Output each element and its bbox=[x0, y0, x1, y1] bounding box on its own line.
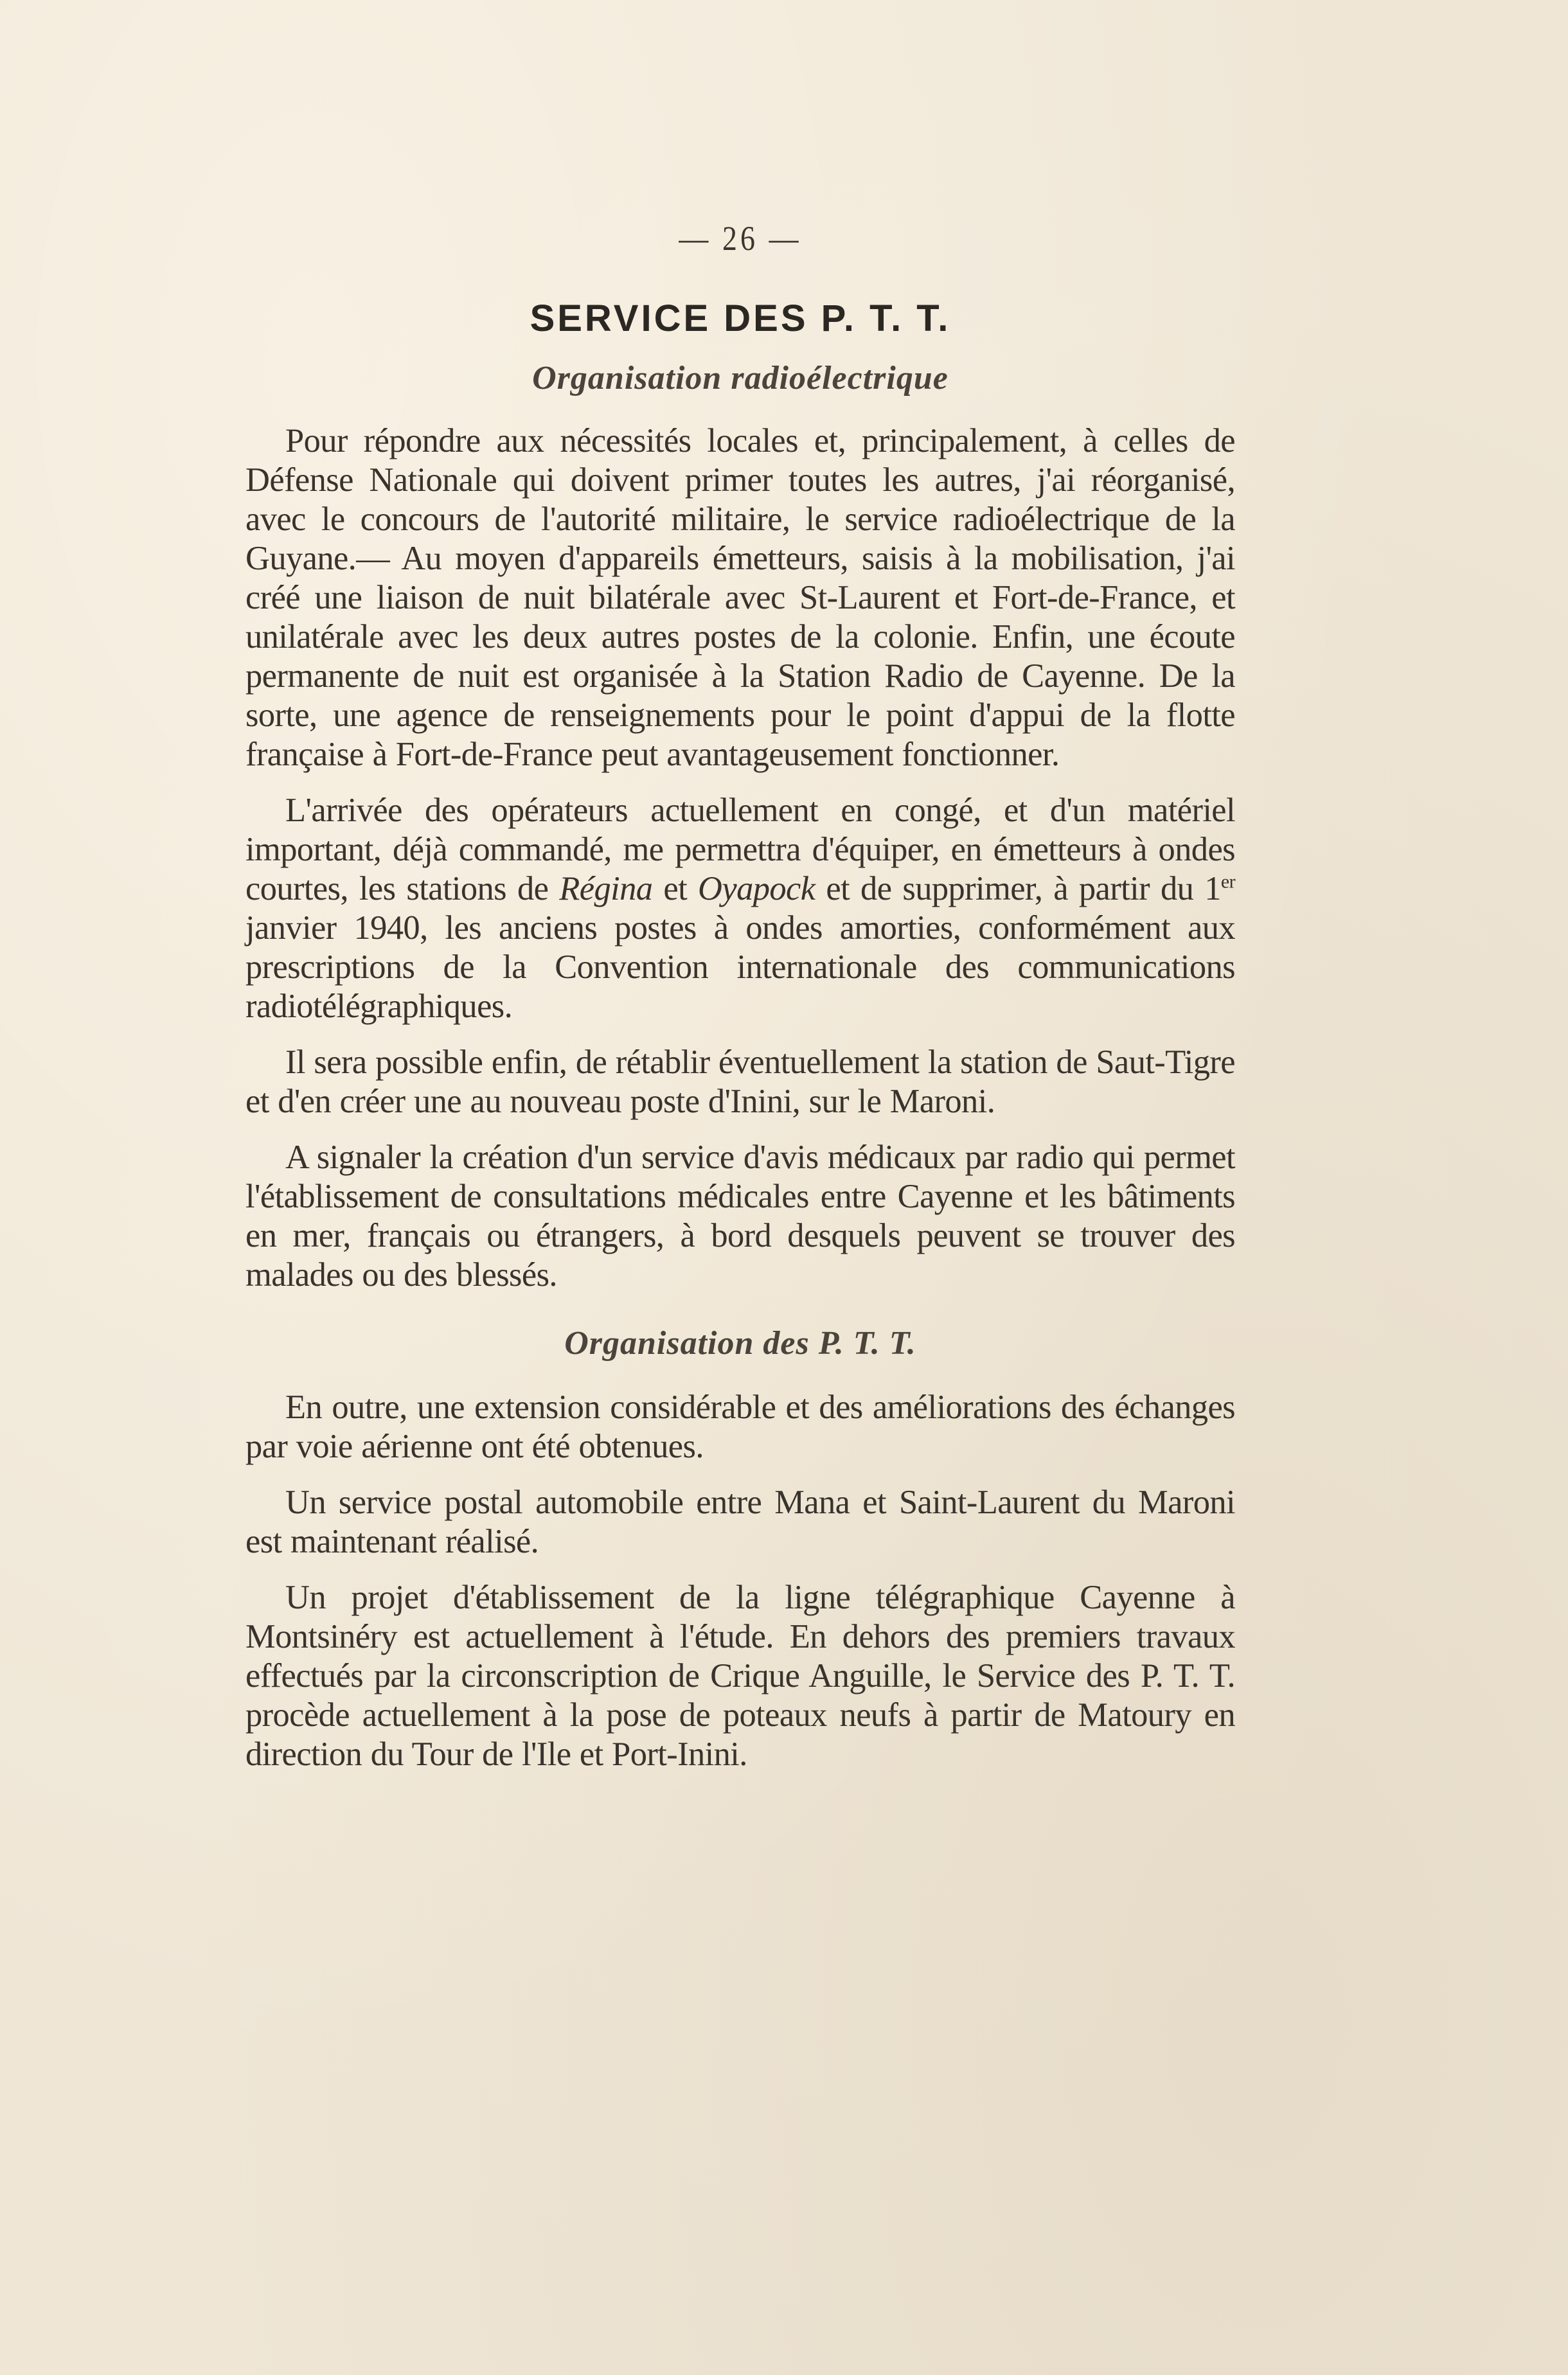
paragraph-text: et bbox=[652, 870, 699, 907]
paragraph: Un service postal automobile entre Mana et Saint-Laurent du Maroni est maintenant réalisé. bbox=[245, 1484, 1235, 1560]
paragraph: Il sera possible enfin, de rétablir éventuellement la station de Saut-Tigre et d'en créer une au nouveau poste d'Inini, sur le Maroni. bbox=[245, 1044, 1235, 1120]
ordinal-superscript: er bbox=[1220, 871, 1235, 893]
place-name-oyapock: Oyapock bbox=[698, 870, 815, 907]
paragraph: Pour répondre aux nécessités locales et, principalement, à celles de Défense Nationale qui doivent primer toutes les autres, j'ai réorganisé, avec le concours de l'autorité militaire, le service radioélectrique de la Guyane.— Au moyen d'appareils émetteurs, saisis à la mobilisation, j'ai créé une liaison de nuit bilatérale avec St-Laurent et Fort-de-France, et unilatérale avec les deux autres postes de la colonie. Enfin, une écoute permanente de nuit est organisée à la Station Radio de Cayenne. De la sorte, une agence de renseignements pour le point d'appui de la flotte française à Fort-de-France peut avantageusement fonctionner. bbox=[245, 422, 1235, 773]
section-title: SERVICE DES P. T. T. bbox=[530, 298, 951, 339]
subsection-title-ptt: Organisation des P. T. T. bbox=[564, 1325, 916, 1362]
paragraph: Un projet d'établissement de la ligne télégraphique Cayenne à Montsinéry est actuellement à l'étude. En dehors des premiers travaux effectués par la circonscription de Crique Anguille, le Service des P. T. T. procède actuellement à la pose de poteaux neufs à partir de Matoury en direction du Tour de l'Ile et Port-Inini. bbox=[245, 1579, 1235, 1773]
subsection-radio bbox=[245, 359, 1235, 1295]
paragraph: En outre, une extension considérable et des améliorations des échanges par voie aérienne ont été obtenues. bbox=[245, 1389, 1235, 1465]
page-content bbox=[245, 218, 1235, 1791]
paragraph-text: janvier 1940, les anciens postes à ondes amorties, conformément aux prescriptions de la Convention internationale des communications radiotélégraphiques. bbox=[245, 909, 1235, 1025]
subsection-ptt bbox=[245, 1324, 1235, 1774]
paragraph: A signaler la création d'un service d'avis médicaux par radio qui permet l'établissement de consultations médicales entre Cayenne et les bâtiments en mer, français ou étrangers, à bord desquels peuvent se trouver des malades ou des blessés. bbox=[245, 1139, 1235, 1294]
paragraph-text: L'arrivée des opérateurs actuellement en congé, et d'un matériel important, déjà commandé, me permettra d'équiper, en émetteurs à ondes courtes, les stations de bbox=[245, 792, 1235, 907]
subsection-title-radio: Organisation radioélectrique bbox=[532, 360, 949, 396]
place-name-regina: Régina bbox=[559, 870, 653, 907]
page-number: — 26 — bbox=[679, 219, 802, 258]
paragraph-text: et de supprimer, à partir du 1 bbox=[815, 870, 1221, 907]
paragraph bbox=[245, 791, 1235, 1026]
